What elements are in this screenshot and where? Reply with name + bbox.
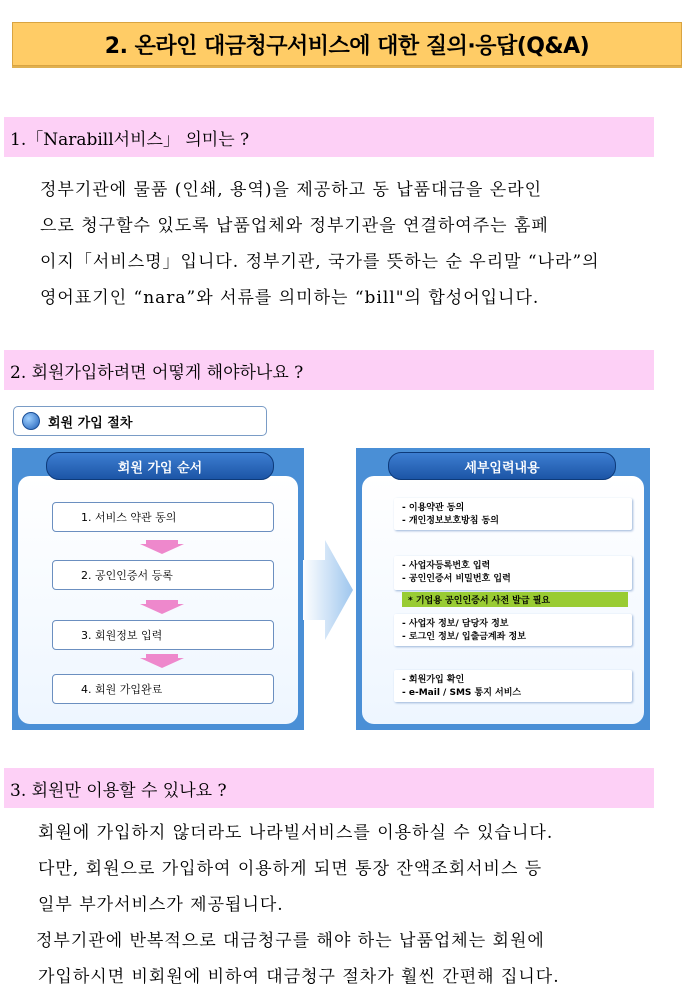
question-1-heading: 1.「Narabill서비스」 의미는 ?: [4, 117, 654, 157]
signup-steps-header: 회원 가입 순서: [46, 452, 274, 480]
question-2-heading: 2. 회원가입하려면 어떻게 해야하나요 ?: [4, 350, 654, 390]
answer-1-line: 으로 청구할수 있도록 납품업체와 정부기관을 연결하여주는 홈페: [40, 216, 549, 236]
signup-steps-panel: [12, 448, 304, 730]
down-arrow-icon: [140, 540, 184, 554]
answer-3-line: 정부기관에 반복적으로 대금청구를 해야 하는 납품업체는 회원에: [36, 931, 545, 951]
detail-item: - 사업자등록번호 입력: [402, 561, 491, 571]
page-title: 2. 온라인 대금청구서비스에 대한 질의·응답(Q&A): [12, 22, 682, 66]
signup-details-header: 세부입력내용: [388, 452, 616, 480]
detail-group-3: [394, 614, 632, 646]
detail-item: - 회원가입 확인: [402, 675, 465, 685]
answer-3-line: 회원에 가입하지 않더라도 나라빌서비스를 이용하실 수 있습니다.: [38, 823, 554, 843]
signup-step-3: 3. 회원정보 입력: [52, 620, 274, 650]
right-arrow-icon: [303, 540, 353, 640]
procedure-label-text: 회원 가입 절차: [48, 415, 133, 431]
answer-3-line: 일부 부가서비스가 제공됩니다.: [38, 895, 284, 915]
answer-1-line: 정부기관에 물품 (인쇄, 용역)을 제공하고 동 납품대금을 온라인: [40, 180, 543, 200]
signup-step-4: 4. 회원 가입완료: [52, 674, 274, 704]
detail-item: - 로그인 정보/ 입출금계좌 정보: [402, 632, 526, 642]
answer-3: [38, 815, 652, 995]
detail-item: - 공인인증서 비밀번호 입력: [402, 574, 511, 584]
detail-item: - 개인정보보호방침 동의: [402, 516, 499, 526]
answer-3-line: 가입하시면 비회원에 비하여 대금청구 절차가 훨씬 간편해 집니다.: [38, 967, 560, 987]
answer-3-line: 다만, 회원으로 가입하여 이용하게 되면 통장 잔액조회서비스 등: [38, 859, 543, 879]
detail-group-2: [394, 556, 632, 590]
detail-item: - 이용약관 동의: [402, 503, 465, 513]
question-3-heading: 3. 회원만 이용할 수 있나요 ?: [4, 768, 654, 808]
detail-group-1: [394, 498, 632, 530]
bullet-circle-icon: [22, 412, 40, 430]
down-arrow-icon: [140, 600, 184, 614]
detail-item: - 사업자 정보/ 담당자 정보: [402, 619, 509, 629]
answer-1-line: 이지「서비스명」입니다. 정부기관, 국가를 뜻하는 순 우리말 “나라”의: [40, 252, 600, 272]
answer-1: [40, 172, 652, 316]
answer-1-line: 영어표기인 “nara”와 서류를 의미하는 “bill"의 합성어입니다.: [40, 288, 540, 308]
signup-step-1: 1. 서비스 약관 동의: [52, 502, 274, 532]
procedure-label: [13, 406, 267, 436]
down-arrow-icon: [140, 654, 184, 668]
detail-item: - e-Mail / SMS 통지 서비스: [402, 688, 522, 698]
signup-step-2: 2. 공인인증서 등록: [52, 560, 274, 590]
detail-group-4: [394, 670, 632, 702]
certificate-note: * 기업용 공인인증서 사전 발급 필요: [402, 592, 628, 607]
signup-details-panel: [356, 448, 650, 730]
